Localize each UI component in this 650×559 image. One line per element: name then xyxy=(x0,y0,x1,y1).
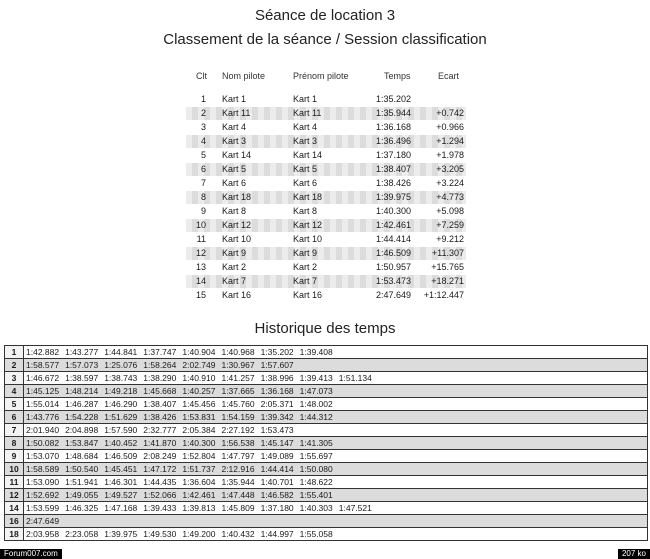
lap-time: 1:48.214 xyxy=(65,386,99,396)
lap-time: 2:32.777 xyxy=(143,425,177,435)
history-laps xyxy=(24,463,648,476)
lap-time: 1:46.672 xyxy=(26,373,60,383)
lap-time: 1:40.303 xyxy=(299,503,333,513)
history-kart-number: 1 xyxy=(5,346,24,359)
lap-time: 1:49.089 xyxy=(260,451,294,461)
lap-time: 2:27.192 xyxy=(221,425,255,435)
lap-time: 2:04.898 xyxy=(65,425,99,435)
ecart-cell: +3.224 xyxy=(436,178,464,188)
lap-time: 1:47.448 xyxy=(221,490,255,500)
history-laps xyxy=(24,424,648,437)
history-laps xyxy=(24,476,648,489)
lap-time: 1:49.218 xyxy=(104,386,138,396)
lap-time: 1:43.277 xyxy=(65,347,99,357)
lap-time: 1:39.413 xyxy=(299,373,333,383)
history-kart-number: 8 xyxy=(5,437,24,450)
prenom-cell: Kart 3 xyxy=(293,136,318,146)
lap-time: 1:57.073 xyxy=(65,360,99,370)
nom-cell: Kart 5 xyxy=(222,164,247,174)
history-row xyxy=(5,502,648,515)
history-laps xyxy=(24,372,648,385)
classification-row xyxy=(186,93,466,106)
lap-time: 1:46.290 xyxy=(104,399,138,409)
temps-cell: 1:40.300 xyxy=(376,206,412,216)
history-table xyxy=(4,345,648,541)
lap-time: 1:44.435 xyxy=(143,477,177,487)
history-laps xyxy=(24,450,648,463)
classification-row xyxy=(186,289,466,302)
classification-row xyxy=(186,233,466,246)
lap-time: 1:58.264 xyxy=(143,360,177,370)
classification-row xyxy=(186,191,466,204)
lap-time: 1:45.668 xyxy=(143,386,177,396)
temps-cell: 1:38.407 xyxy=(376,164,412,174)
lap-time: 1:39.342 xyxy=(260,412,294,422)
lap-time: 1:50.082 xyxy=(26,438,60,448)
temps-cell: 1:36.168 xyxy=(376,122,412,132)
prenom-cell: Kart 16 xyxy=(293,290,323,300)
lap-time: 1:37.180 xyxy=(260,503,294,513)
temps-cell: 1:35.202 xyxy=(376,94,412,104)
history-row xyxy=(5,424,648,437)
lap-time: 1:49.200 xyxy=(182,529,216,539)
history-title: Historique des temps xyxy=(254,320,396,337)
history-kart-number: 9 xyxy=(5,450,24,463)
prenom-cell: Kart 14 xyxy=(293,150,323,160)
lap-time: 1:42.882 xyxy=(26,347,60,357)
history-row xyxy=(5,385,648,398)
lap-time: 1:49.527 xyxy=(104,490,138,500)
header-ecart: Ecart xyxy=(438,71,460,81)
lap-time: 1:51.134 xyxy=(338,373,372,383)
temps-cell: 1:35.944 xyxy=(376,108,412,118)
ecart-cell: +3.205 xyxy=(436,164,464,174)
footer-size: 207 ko xyxy=(618,549,650,559)
classification-row xyxy=(186,135,466,148)
temps-cell: 1:37.180 xyxy=(376,150,412,160)
history-kart-number: 11 xyxy=(5,476,24,489)
lap-time: 1:25.076 xyxy=(104,360,138,370)
prenom-cell: Kart 1 xyxy=(293,94,318,104)
lap-time: 1:38.426 xyxy=(143,412,177,422)
lap-time: 1:44.414 xyxy=(260,464,294,474)
ecart-cell: +1.294 xyxy=(436,136,464,146)
lap-time: 1:49.530 xyxy=(143,529,177,539)
lap-time: 1:48.002 xyxy=(299,399,333,409)
history-row xyxy=(5,411,648,424)
position-cell: 11 xyxy=(196,234,206,244)
history-row xyxy=(5,450,648,463)
lap-time: 1:40.300 xyxy=(182,438,216,448)
lap-time: 1:57.590 xyxy=(104,425,138,435)
temps-cell: 2:47.649 xyxy=(376,290,412,300)
lap-time: 1:45.451 xyxy=(104,464,138,474)
classification-row xyxy=(186,219,466,232)
prenom-cell: Kart 10 xyxy=(293,234,323,244)
lap-time: 1:52.066 xyxy=(143,490,177,500)
lap-time: 1:48.622 xyxy=(299,477,333,487)
lap-time: 1:39.813 xyxy=(182,503,216,513)
history-kart-number: 14 xyxy=(5,502,24,515)
lap-time: 1:36.604 xyxy=(182,477,216,487)
ecart-cell: +5.098 xyxy=(436,206,464,216)
lap-time: 1:46.301 xyxy=(104,477,138,487)
position-cell: 4 xyxy=(200,136,206,146)
lap-time: 1:51.941 xyxy=(65,477,99,487)
prenom-cell: Kart 5 xyxy=(293,164,318,174)
nom-cell: Kart 8 xyxy=(222,206,247,216)
history-laps xyxy=(24,489,648,502)
lap-time: 1:40.701 xyxy=(260,477,294,487)
lap-time: 2:47.649 xyxy=(26,516,60,526)
lap-time: 1:39.433 xyxy=(143,503,177,513)
nom-cell: Kart 1 xyxy=(222,94,247,104)
position-cell: 2 xyxy=(200,108,206,118)
ecart-cell: +15.765 xyxy=(431,262,464,272)
nom-cell: Kart 14 xyxy=(222,150,252,160)
lap-time: 1:40.910 xyxy=(182,373,216,383)
classification-row xyxy=(186,205,466,218)
position-cell: 3 xyxy=(200,122,206,132)
history-laps xyxy=(24,385,648,398)
lap-time: 1:37.665 xyxy=(221,386,255,396)
lap-time: 1:43.776 xyxy=(26,412,60,422)
history-kart-number: 4 xyxy=(5,385,24,398)
prenom-cell: Kart 8 xyxy=(293,206,318,216)
nom-cell: Kart 11 xyxy=(222,108,251,118)
classification-row xyxy=(186,163,466,176)
lap-time: 2:01.940 xyxy=(26,425,60,435)
history-row xyxy=(5,372,648,385)
classification-row xyxy=(186,275,466,288)
lap-time: 1:35.944 xyxy=(221,477,255,487)
history-row xyxy=(5,528,648,541)
position-cell: 13 xyxy=(195,262,206,272)
lap-time: 1:45.809 xyxy=(221,503,255,513)
nom-cell: Kart 18 xyxy=(222,192,252,202)
nom-cell: Kart 10 xyxy=(222,234,252,244)
lap-time: 1:47.521 xyxy=(338,503,372,513)
prenom-cell: Kart 9 xyxy=(293,248,318,258)
nom-cell: Kart 3 xyxy=(222,136,247,146)
history-laps xyxy=(24,359,648,372)
lap-time: 1:52.804 xyxy=(182,451,216,461)
prenom-cell: Kart 12 xyxy=(293,220,323,230)
ecart-cell: +11.307 xyxy=(431,248,464,258)
history-row xyxy=(5,489,648,502)
ecart-cell: +0.966 xyxy=(436,122,464,132)
position-cell: 14 xyxy=(195,276,206,286)
lap-time: 1:44.841 xyxy=(104,347,138,357)
lap-time: 1:38.597 xyxy=(65,373,99,383)
lap-time: 1:47.073 xyxy=(299,386,333,396)
temps-cell: 1:53.473 xyxy=(376,276,412,286)
lap-time: 1:53.847 xyxy=(65,438,99,448)
lap-time: 1:41.870 xyxy=(143,438,177,448)
lap-time: 1:53.070 xyxy=(26,451,60,461)
position-cell: 5 xyxy=(200,150,206,160)
temps-cell: 1:42.461 xyxy=(376,220,412,230)
nom-cell: Kart 6 xyxy=(222,178,247,188)
lap-time: 1:47.172 xyxy=(143,464,177,474)
lap-time: 1:51.629 xyxy=(104,412,138,422)
lap-time: 2:03.958 xyxy=(26,529,60,539)
classification-row xyxy=(186,121,466,134)
nom-cell: Kart 2 xyxy=(222,262,247,272)
ecart-cell: +1:12.447 xyxy=(423,290,464,300)
history-laps xyxy=(24,411,648,424)
lap-time: 1:44.997 xyxy=(260,529,294,539)
history-kart-number: 7 xyxy=(5,424,24,437)
lap-time: 1:41.305 xyxy=(299,438,333,448)
history-laps xyxy=(24,346,648,359)
history-laps xyxy=(24,515,648,528)
history-kart-number: 2 xyxy=(5,359,24,372)
lap-time: 1:46.325 xyxy=(65,503,99,513)
history-kart-number: 5 xyxy=(5,398,24,411)
lap-time: 1:39.408 xyxy=(299,347,333,357)
lap-time: 1:45.456 xyxy=(182,399,216,409)
classification-row xyxy=(186,177,466,190)
temps-cell: 1:38.426 xyxy=(376,178,412,188)
lap-time: 1:35.202 xyxy=(260,347,294,357)
lap-time: 1:46.582 xyxy=(260,490,294,500)
temps-cell: 1:39.975 xyxy=(376,192,412,202)
lap-time: 1:36.168 xyxy=(260,386,294,396)
lap-time: 2:23.058 xyxy=(65,529,99,539)
lap-time: 1:49.055 xyxy=(65,490,99,500)
temps-cell: 1:36.496 xyxy=(376,136,412,146)
position-cell: 15 xyxy=(195,290,206,300)
header-temps: Temps xyxy=(384,71,411,81)
lap-time: 1:57.607 xyxy=(260,360,294,370)
history-laps xyxy=(24,437,648,450)
lap-time: 1:55.697 xyxy=(299,451,333,461)
position-cell: 6 xyxy=(200,164,206,174)
lap-time: 1:58.577 xyxy=(26,360,60,370)
lap-time: 1:40.904 xyxy=(182,347,216,357)
nom-cell: Kart 16 xyxy=(222,290,252,300)
header-pos: Clt xyxy=(196,71,207,81)
lap-time: 2:02.749 xyxy=(182,360,216,370)
lap-time: 1:38.996 xyxy=(260,373,294,383)
ecart-cell: +4.773 xyxy=(436,192,464,202)
nom-cell: Kart 9 xyxy=(222,248,247,258)
header-prenom: Prénom pilote xyxy=(293,71,349,81)
lap-time: 1:40.968 xyxy=(221,347,255,357)
lap-time: 1:55.058 xyxy=(299,529,333,539)
lap-time: 1:40.257 xyxy=(182,386,216,396)
position-cell: 12 xyxy=(195,248,206,258)
history-row xyxy=(5,515,648,528)
history-kart-number: 12 xyxy=(5,489,24,502)
header-nom: Nom pilote xyxy=(222,71,266,81)
temps-cell: 1:50.957 xyxy=(376,262,412,272)
lap-time: 1:41.257 xyxy=(221,373,255,383)
footer-watermark: Forum007.com xyxy=(0,549,62,559)
history-laps xyxy=(24,528,648,541)
classification-row xyxy=(186,247,466,260)
position-cell: 9 xyxy=(200,206,206,216)
history-kart-number: 6 xyxy=(5,411,24,424)
ecart-cell: +9.212 xyxy=(436,234,464,244)
lap-time: 2:08.249 xyxy=(143,451,177,461)
classification-row xyxy=(186,261,466,274)
history-row xyxy=(5,463,648,476)
lap-time: 1:55.401 xyxy=(299,490,333,500)
history-kart-number: 10 xyxy=(5,463,24,476)
temps-cell: 1:46.509 xyxy=(376,248,412,258)
history-laps xyxy=(24,502,648,515)
lap-time: 1:48.684 xyxy=(65,451,99,461)
lap-time: 1:50.540 xyxy=(65,464,99,474)
position-cell: 1 xyxy=(200,94,206,104)
lap-time: 1:53.831 xyxy=(182,412,216,422)
lap-time: 1:55.014 xyxy=(26,399,60,409)
lap-time: 1:45.760 xyxy=(221,399,255,409)
prenom-cell: Kart 18 xyxy=(293,192,323,202)
nom-cell: Kart 4 xyxy=(222,122,247,132)
lap-time: 1:38.743 xyxy=(104,373,138,383)
lap-time: 1:37.747 xyxy=(143,347,177,357)
history-kart-number: 3 xyxy=(5,372,24,385)
position-cell: 7 xyxy=(200,178,206,188)
lap-time: 1:46.509 xyxy=(104,451,138,461)
ecart-cell: +18.271 xyxy=(431,276,464,286)
prenom-cell: Kart 7 xyxy=(293,276,318,286)
lap-time: 1:51.737 xyxy=(182,464,216,474)
classification-row xyxy=(186,149,466,162)
lap-time: 2:12.916 xyxy=(221,464,255,474)
lap-time: 1:42.461 xyxy=(182,490,216,500)
lap-time: 1:44.312 xyxy=(299,412,333,422)
history-row xyxy=(5,346,648,359)
page-title: Séance de location 3 xyxy=(254,7,396,24)
history-row xyxy=(5,437,648,450)
prenom-cell: Kart 2 xyxy=(293,262,318,272)
lap-time: 1:46.287 xyxy=(65,399,99,409)
lap-time: 1:58.589 xyxy=(26,464,60,474)
lap-time: 1:45.147 xyxy=(260,438,294,448)
temps-cell: 1:44.414 xyxy=(376,234,412,244)
lap-time: 1:40.432 xyxy=(221,529,255,539)
prenom-cell: Kart 4 xyxy=(293,122,318,132)
position-cell: 10 xyxy=(195,220,206,230)
classification-row xyxy=(186,107,466,120)
lap-time: 1:53.473 xyxy=(260,425,294,435)
lap-time: 2:05.371 xyxy=(260,399,294,409)
ecart-cell: +0.742 xyxy=(436,108,464,118)
lap-time: 1:56.538 xyxy=(221,438,255,448)
lap-time: 1:40.452 xyxy=(104,438,138,448)
history-row xyxy=(5,398,648,411)
lap-time: 1:54.159 xyxy=(221,412,255,422)
history-row xyxy=(5,359,648,372)
prenom-cell: Kart 11 xyxy=(293,108,322,118)
lap-time: 1:38.407 xyxy=(143,399,177,409)
history-laps xyxy=(24,398,648,411)
lap-time: 1:53.599 xyxy=(26,503,60,513)
position-cell: 8 xyxy=(200,192,206,202)
lap-time: 1:54.228 xyxy=(65,412,99,422)
lap-time: 1:47.797 xyxy=(221,451,255,461)
lap-time: 1:38.290 xyxy=(143,373,177,383)
lap-time: 1:52.692 xyxy=(26,490,60,500)
history-row xyxy=(5,476,648,489)
page-subtitle: Classement de la séance / Session classification xyxy=(163,31,487,48)
lap-time: 2:05.384 xyxy=(182,425,216,435)
nom-cell: Kart 7 xyxy=(222,276,247,286)
history-kart-number: 16 xyxy=(5,515,24,528)
lap-time: 1:39.975 xyxy=(104,529,138,539)
lap-time: 1:30.967 xyxy=(221,360,255,370)
nom-cell: Kart 12 xyxy=(222,220,252,230)
lap-time: 1:50.080 xyxy=(299,464,333,474)
history-kart-number: 18 xyxy=(5,528,24,541)
ecart-cell: +1.978 xyxy=(436,150,464,160)
lap-time: 1:47.168 xyxy=(104,503,138,513)
lap-time: 1:45.125 xyxy=(26,386,60,396)
prenom-cell: Kart 6 xyxy=(293,178,318,188)
lap-time: 1:53.090 xyxy=(26,477,60,487)
ecart-cell: +7.259 xyxy=(436,220,464,230)
